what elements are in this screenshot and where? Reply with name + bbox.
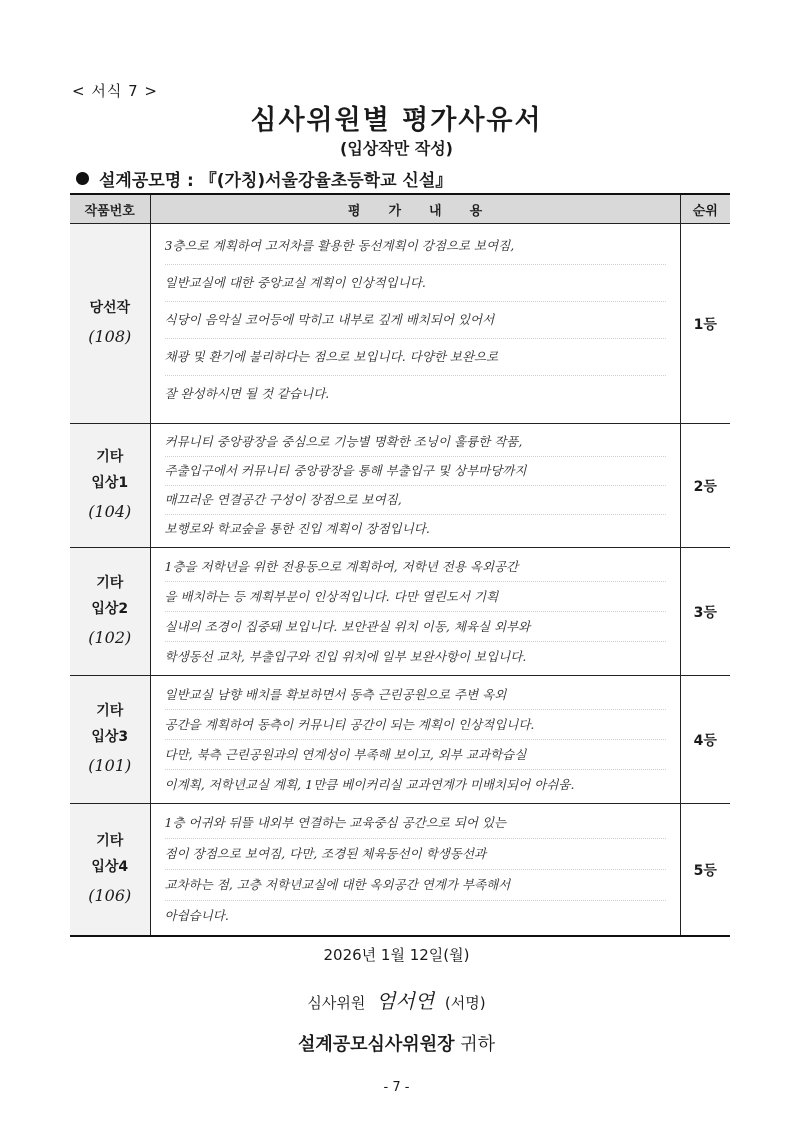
entry-number: (104) bbox=[88, 501, 132, 521]
contest-name-line bbox=[76, 166, 452, 191]
header-char: 가 bbox=[388, 203, 401, 219]
entry-label: 기타 bbox=[96, 574, 124, 591]
entry-sublabel: 입상3 bbox=[91, 729, 129, 746]
judge-label: 심사위원 bbox=[307, 994, 366, 1012]
handwritten-line: 아쉽습니다. bbox=[164, 908, 229, 923]
header-char: 평 bbox=[347, 203, 361, 219]
column-header-rank: 순위 bbox=[680, 194, 730, 224]
entry-number: (102) bbox=[88, 627, 132, 647]
entry-cell bbox=[70, 676, 150, 804]
handwritten-line: 잘 완성하시면 될 것 같습니다. bbox=[164, 386, 330, 401]
addressee-suffix: 귀하 bbox=[460, 1034, 495, 1055]
judge-signature: 엄서연 bbox=[376, 989, 435, 1013]
entry-sublabel: 입상1 bbox=[91, 475, 129, 492]
handwritten-line: 보행로와 학교숲을 통한 진입 계획이 장점입니다. bbox=[164, 521, 430, 536]
addressee-line bbox=[0, 1030, 793, 1056]
entry-sublabel: 입상2 bbox=[91, 601, 129, 618]
signature-line bbox=[0, 985, 793, 1014]
entry-label: 당선작 bbox=[89, 300, 131, 316]
entry-sublabel: 입상4 bbox=[91, 859, 129, 876]
column-header-entry: 작품번호 bbox=[70, 194, 150, 224]
evaluation-table bbox=[70, 193, 730, 937]
rank-cell: 5등 bbox=[680, 804, 730, 937]
handwritten-line: 학생동선 교차, 부출입구와 진입 위치에 일부 보완사항이 보입니다. bbox=[164, 649, 527, 664]
contest-name: 『(가칭)서울강율초등학교 신설』 bbox=[199, 171, 453, 191]
handwritten-line: 3층으로 계획하여 고저차를 활용한 동선계획이 강점으로 보여짐, bbox=[165, 228, 666, 265]
entry-number: (101) bbox=[88, 755, 132, 775]
evaluation-content bbox=[150, 804, 680, 937]
handwritten-line: 이계획, 저학년교실 계획, 1만큼 베이커리실 교과연계가 미배치되어 아쉬움. bbox=[164, 777, 575, 792]
handwritten-line: 을 배치하는 등 계획부분이 인상적입니다. 다만 열린도서 기획 bbox=[165, 582, 666, 612]
table-header-row bbox=[70, 194, 730, 224]
handwritten-line: 점이 장점으로 보여짐, 다만, 조경된 체육동선이 학생동선과 bbox=[165, 839, 666, 870]
table-row bbox=[70, 804, 730, 937]
entry-number: (106) bbox=[88, 885, 132, 905]
handwritten-line: 일반교실에 대한 중앙교실 계획이 인상적입니다. bbox=[165, 265, 666, 302]
rank-cell: 4등 bbox=[680, 676, 730, 804]
table-row bbox=[70, 424, 730, 548]
handwritten-line: 1층을 저학년을 위한 전용동으로 계획하여, 저학년 전용 옥외공간 bbox=[165, 552, 666, 582]
handwritten-line: 주출입구에서 커뮤니티 중앙광장을 통해 부출입구 및 상부마당까지 bbox=[165, 457, 666, 486]
handwritten-line: 일반교실 남향 배치를 확보하면서 동측 근린공원으로 주변 옥외 bbox=[165, 680, 666, 710]
table-row bbox=[70, 676, 730, 804]
column-header-content bbox=[150, 194, 680, 224]
entry-label: 기타 bbox=[96, 702, 124, 719]
header-char: 용 bbox=[469, 203, 483, 219]
handwritten-line: 실내의 조경이 집중돼 보입니다. 보안관실 위치 이동, 체육실 외부와 bbox=[165, 612, 666, 642]
entry-cell bbox=[70, 224, 150, 424]
entry-label: 기타 bbox=[96, 832, 124, 849]
entry-cell bbox=[70, 424, 150, 548]
evaluation-content bbox=[150, 676, 680, 804]
rank-cell: 2등 bbox=[680, 424, 730, 548]
handwritten-line: 1층 어귀와 뒤뜰 내외부 연결하는 교육중심 공간으로 되어 있는 bbox=[165, 808, 666, 839]
table-row bbox=[70, 548, 730, 676]
entry-number: (108) bbox=[88, 326, 132, 346]
sign-label: (서명) bbox=[444, 994, 486, 1012]
handwritten-line: 커뮤니티 중앙광장을 중심으로 기능별 명확한 조닝이 훌륭한 작품, bbox=[165, 428, 666, 457]
entry-cell bbox=[70, 548, 150, 676]
form-number: < 서식 7 > bbox=[72, 82, 158, 100]
entry-cell bbox=[70, 804, 150, 937]
table-row bbox=[70, 224, 730, 424]
page-number: - 7 - bbox=[383, 1080, 410, 1095]
handwritten-line: 채광 및 환기에 불리하다는 점으로 보입니다. 다양한 보완으로 bbox=[165, 339, 666, 376]
entry-label: 기타 bbox=[96, 448, 124, 465]
rank-cell: 1등 bbox=[680, 224, 730, 424]
rank-cell: 3등 bbox=[680, 548, 730, 676]
document-title: 심사위원별 평가사유서 bbox=[250, 105, 543, 136]
evaluation-content bbox=[150, 424, 680, 548]
evaluation-content bbox=[150, 548, 680, 676]
bullet-icon bbox=[76, 172, 89, 185]
handwritten-line: 식당이 음악실 코어등에 막히고 내부로 깊게 배치되어 있어서 bbox=[165, 302, 666, 339]
contest-label: 설계공모명 : bbox=[99, 171, 194, 191]
evaluation-content bbox=[150, 224, 680, 424]
handwritten-line: 교차하는 점, 고층 저학년교실에 대한 옥외공간 연계가 부족해서 bbox=[165, 870, 666, 901]
document-subtitle: (입상작만 작성) bbox=[340, 139, 453, 158]
header-char: 내 bbox=[429, 203, 442, 219]
handwritten-line: 공간을 계획하여 동측이 커뮤니티 공간이 되는 계획이 인상적입니다. bbox=[165, 710, 666, 740]
handwritten-line: 다만, 북측 근린공원과의 연계성이 부족해 보이고, 외부 교과학습실 bbox=[165, 740, 666, 770]
addressee-title: 설계공모심사위원장 bbox=[297, 1034, 455, 1055]
document-date: 2026년 1월 12일(월) bbox=[323, 946, 470, 964]
handwritten-line: 매끄러운 연결공간 구성이 장점으로 보여짐, bbox=[165, 486, 666, 515]
